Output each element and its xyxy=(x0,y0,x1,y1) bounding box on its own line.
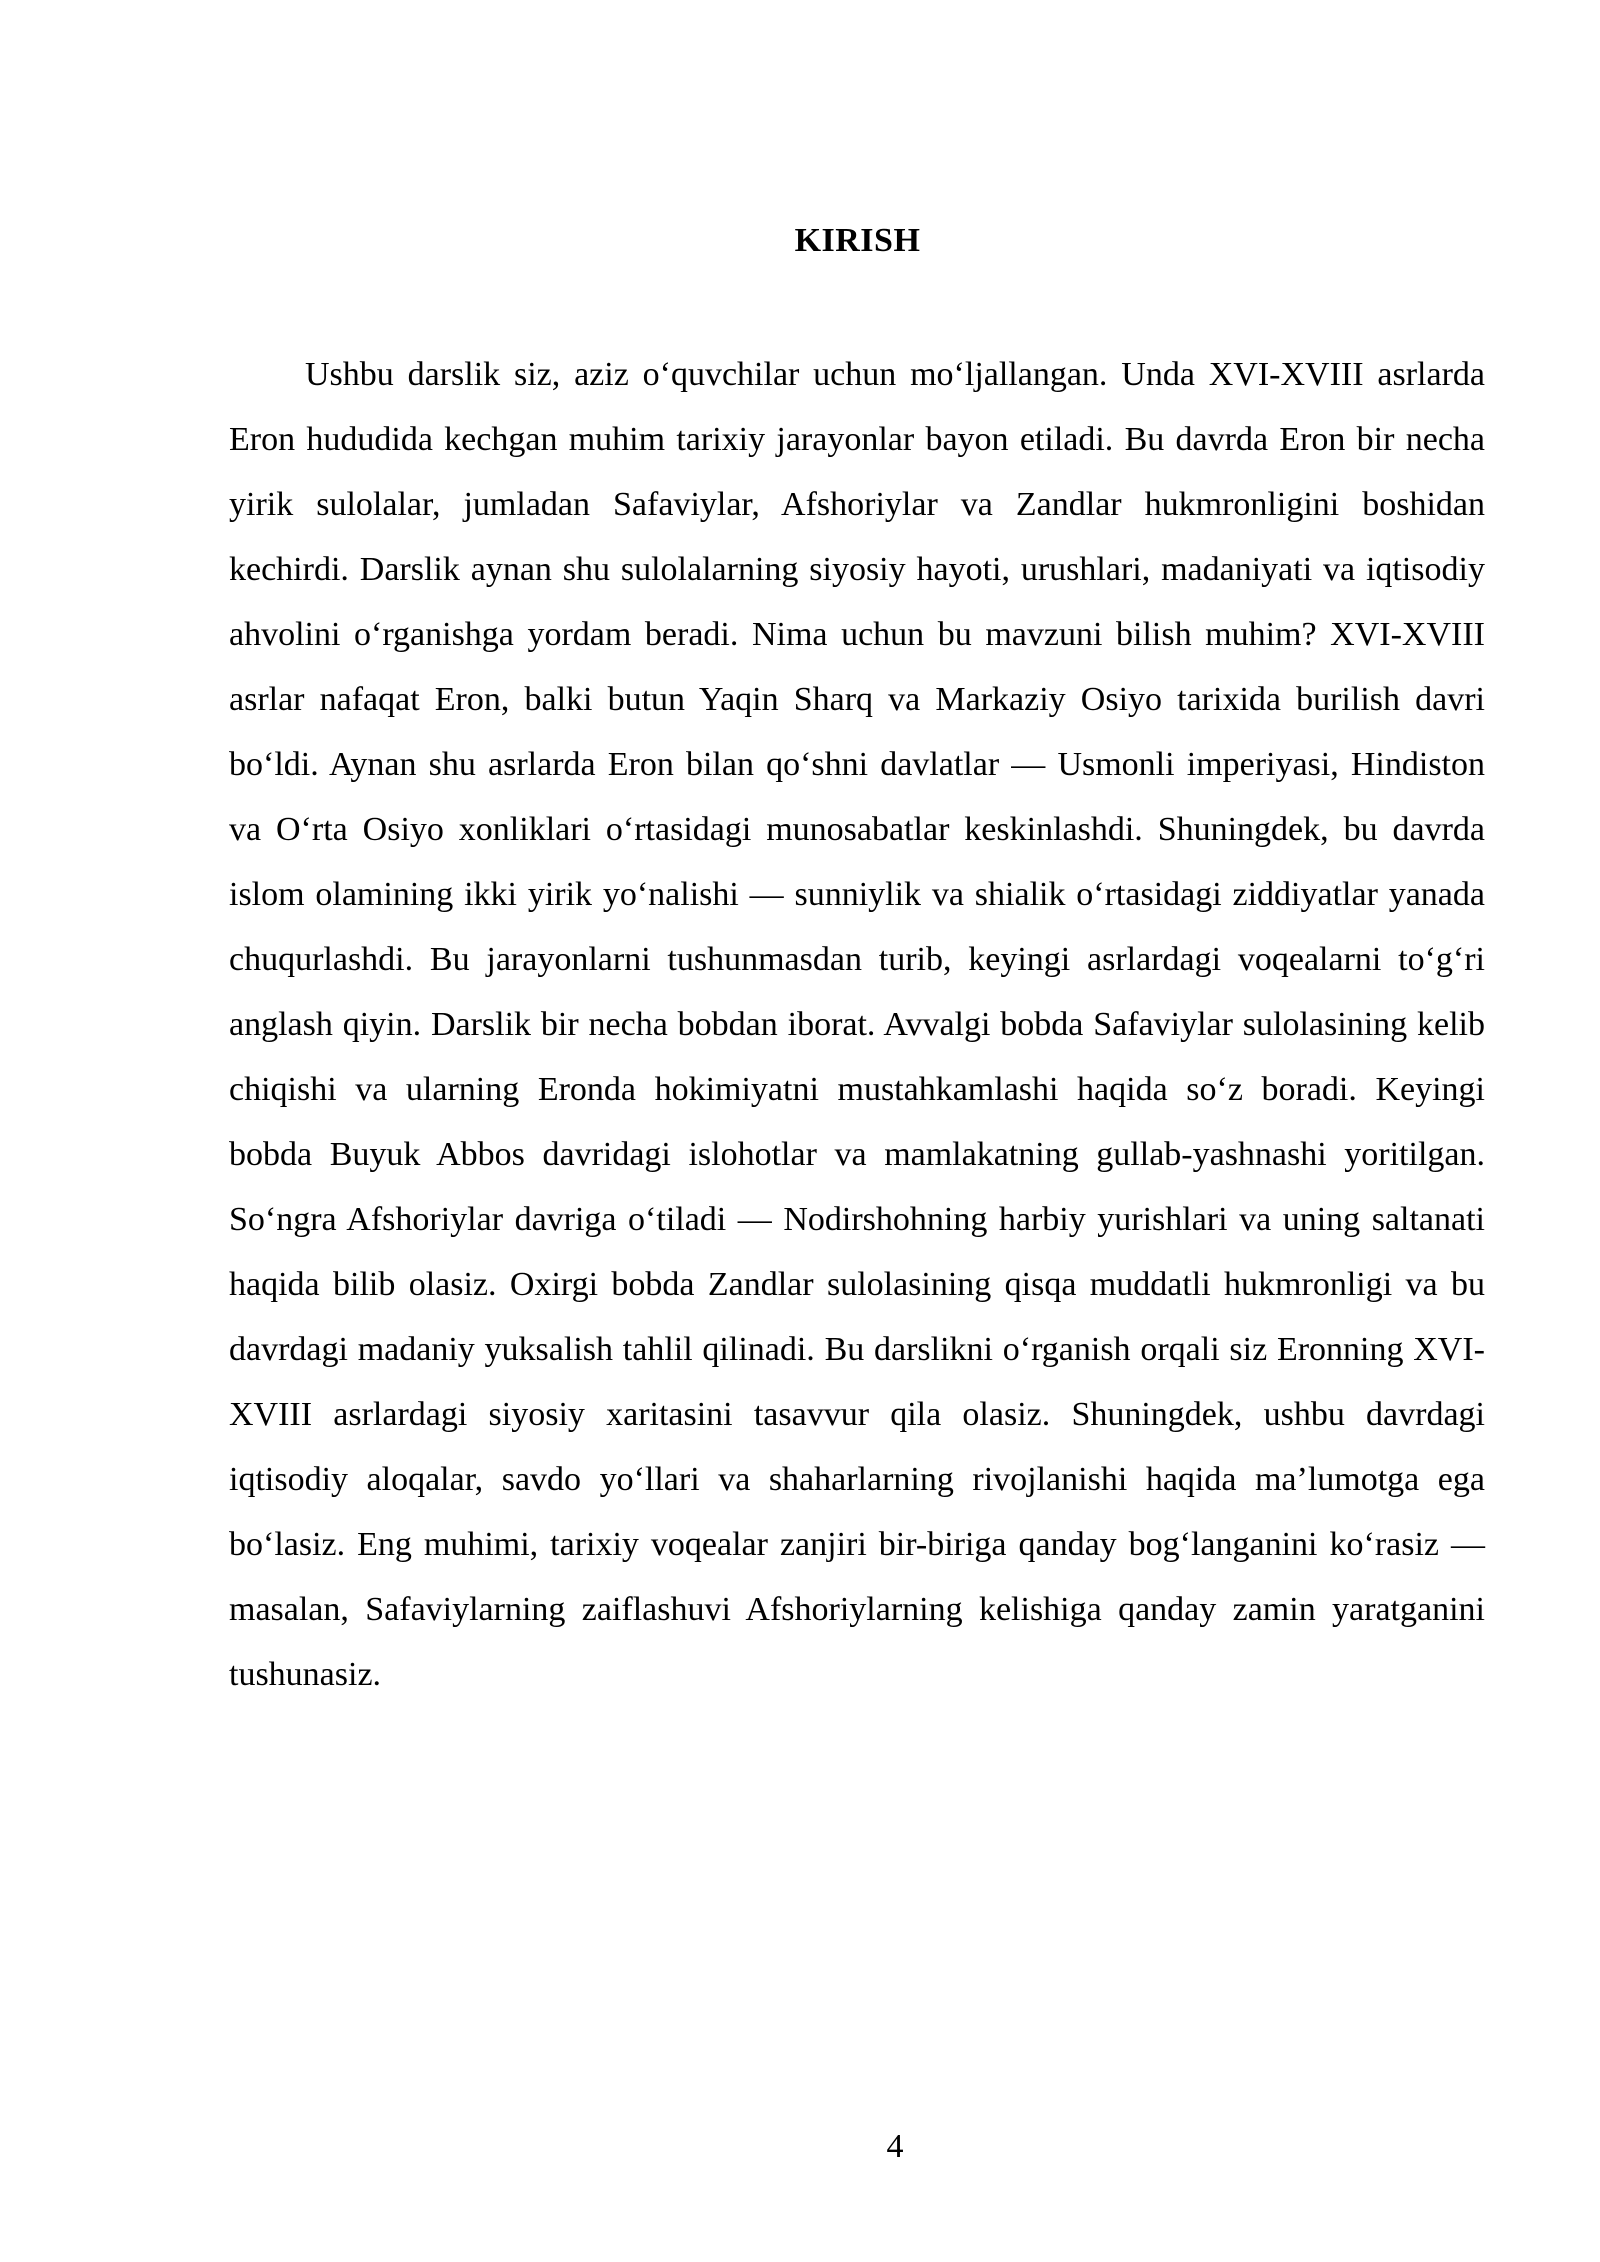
page-number: 4 xyxy=(886,2128,904,2165)
section-title: KIRISH xyxy=(794,222,921,259)
body-paragraph: Ushbu darslik siz, aziz o‘quvchilar uchun mo‘ljallangan. Unda XVI-XVIII asrlarda Eron hududida kechgan muhim tarixiy jarayonlar bayon etiladi. Bu davrda Eron bir necha yirik sulolalar, jumladan Safaviylar, Afshoriylar va Zandlar hukmronligini boshidan kechirdi. Darslik aynan shu sulolalarning siyosiy hayoti, urushlari, madaniyati va iqtisodiy ahvolini o‘rganishga yordam beradi. Nima uchun bu mavzuni bilish muhim? XVI-XVIII asrlar nafaqat Eron, balki butun Yaqin Sharq va Markaziy Osiyo tarixida burilish davri bo‘ldi. Aynan shu asrlarda Eron bilan qo‘shni davlatlar — Usmonli imperiyasi, Hindiston va O‘rta Osiyo xonliklari o‘rtasidagi munosabatlar keskinlashdi. Shuningdek, bu davrda islom olamining ikki yirik yo‘nalishi — sunniylik va shialik o‘rtasidagi ziddiyatlar yanada chuqurlashdi. Bu jarayonlarni tushunmasdan turib, keyingi asrlardagi voqealarni to‘g‘ri anglash qiyin. Darslik bir necha bobdan iborat. Avvalgi bobda Safaviylar sulolasining kelib chiqishi va ularning Eronda hokimiyatni mustahkamlashi haqida so‘z boradi. Keyingi bobda Buyuk Abbos davridagi islohotlar va mamlakatning gullab-yashnashi yoritilgan. So‘ngra Afshoriylar davriga o‘tiladi — Nodirshohning harbiy yurishlari va uning saltanati haqida bilib olasiz. Oxirgi bobda Zandlar sulolasining qisqa muddatli hukmronligi va bu davrdagi madaniy yuksalish tahlil qilinadi. Bu darslikni o‘rganish orqali siz Eronning XVI-XVIII asrlardagi siyosiy xaritasini tasavvur qila olasiz. Shuningdek, ushbu davrdagi iqtisodiy aloqalar, savdo yo‘llari va shaharlarning rivojlanishi haqida ma’lumotga ega bo‘lasiz. Eng muhimi, tarixiy voqealar zanjiri bir-biriga qanday bog‘langanini ko‘rasiz — masalan, Safaviylarning zaiflashuvi Afshoriylarning kelishiga qanday zamin yaratganini tushunasiz. xyxy=(229,356,1485,1693)
